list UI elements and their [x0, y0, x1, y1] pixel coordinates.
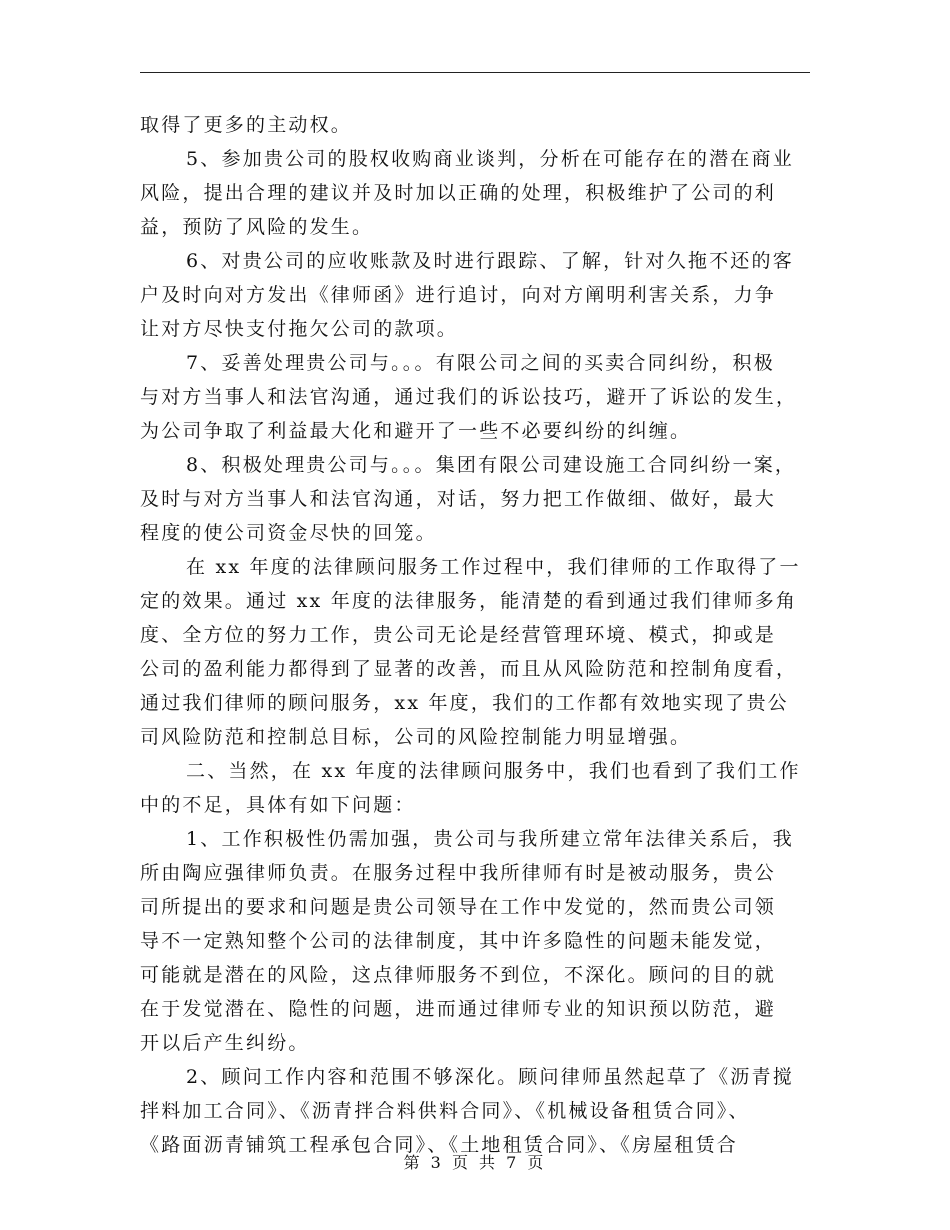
- text-line: 户及时向对方发出《律师函》进行追讨，向对方阐明利害关系，力争: [140, 284, 777, 306]
- text-line: 定的效果。通过 xx 年度的法律服务，能清楚的看到通过我们律师多角: [140, 590, 798, 612]
- paragraph-first-line: 1、工作积极性仍需加强，贵公司与我所建立常年法律关系后，我: [186, 828, 794, 850]
- paragraph-first-line: 在 xx 年度的法律顾问服务工作过程中，我们律师的工作取得了一: [186, 556, 801, 578]
- text-line: 度、全方位的努力工作，贵公司无论是经营管理环境、模式，抑或是: [140, 624, 777, 646]
- text-line: 司所提出的要求和问题是贵公司领导在工作中发觉的，然而贵公司领: [140, 896, 777, 918]
- paragraph-first-line: 5、参加贵公司的股权收购商业谈判，分析在可能存在的潜在商业: [186, 148, 794, 170]
- text-line: 可能就是潜在的风险，这点律师服务不到位，不深化。顾问的目的就: [140, 964, 777, 986]
- paragraph-first-line: 8、积极处理贵公司与。。。集团有限公司建设施工合同纠纷一案，: [186, 454, 797, 476]
- paragraph-first-line: 2、顾问工作内容和范围不够深化。顾问律师虽然起草了《沥青搅: [186, 1066, 794, 1088]
- text-line: 中的不足，具体有如下问题：: [140, 794, 416, 816]
- text-line: 风险，提出合理的建议并及时加以正确的处理，积极维护了公司的利: [140, 182, 777, 204]
- paragraph-first-line: 二、当然，在 xx 年度的法律顾问服务中，我们也看到了我们工作: [186, 760, 801, 782]
- text-line: 所由陶应强律师负责。在服务过程中我所律师有时是被动服务，贵公: [140, 862, 777, 884]
- document-body: [140, 108, 812, 1162]
- paragraph-first-line: 7、妥善处理贵公司与。。。有限公司之间的买卖合同纠纷，积极: [186, 352, 775, 374]
- text-line: 益，预防了风险的发生。: [140, 216, 374, 238]
- text-line: 取得了更多的主动权。: [140, 114, 353, 136]
- text-line: 为公司争取了利益最大化和避开了一些不必要纠纷的纠缠。: [140, 420, 692, 442]
- text-line: 及时与对方当事人和法官沟通，对话，努力把工作做细、做好，最大: [140, 488, 777, 510]
- paragraph-first-line: 6、对贵公司的应收账款及时进行跟踪、了解，针对久拖不还的客: [186, 250, 794, 272]
- text-line: 程度的使公司资金尽快的回笼。: [140, 522, 437, 544]
- text-line: 导不一定熟知整个公司的法律制度，其中许多隐性的问题未能发觉，: [140, 930, 777, 952]
- text-line: 拌料加工合同》、《沥青拌合料供料合同》、《机械设备租赁合同》、: [140, 1100, 750, 1122]
- text-line: 《路面沥青铺筑工程承包合同》、《土地租赁合同》、《房屋租赁合: [140, 1134, 739, 1156]
- text-line: 让对方尽快支付拖欠公司的款项。: [140, 318, 459, 340]
- text-line: 司风险防范和控制总目标，公司的风险控制能力明显增强。: [140, 726, 692, 748]
- text-line: 公司的盈利能力都得到了显著的改善，而且从风险防范和控制角度看，: [140, 658, 798, 680]
- text-line: 通过我们律师的顾问服务，xx 年度，我们的工作都有效地实现了贵公: [140, 692, 789, 714]
- text-line: 在于发觉潜在、隐性的问题，进而通过律师专业的知识预以防范，避: [140, 998, 777, 1020]
- text-line: 与对方当事人和法官沟通，通过我们的诉讼技巧，避开了诉讼的发生，: [140, 386, 798, 408]
- page-footer: 第 3 页 共 7 页: [403, 1153, 547, 1172]
- text-line: 开以后产生纠纷。: [140, 1032, 310, 1054]
- header-rule: [140, 72, 810, 73]
